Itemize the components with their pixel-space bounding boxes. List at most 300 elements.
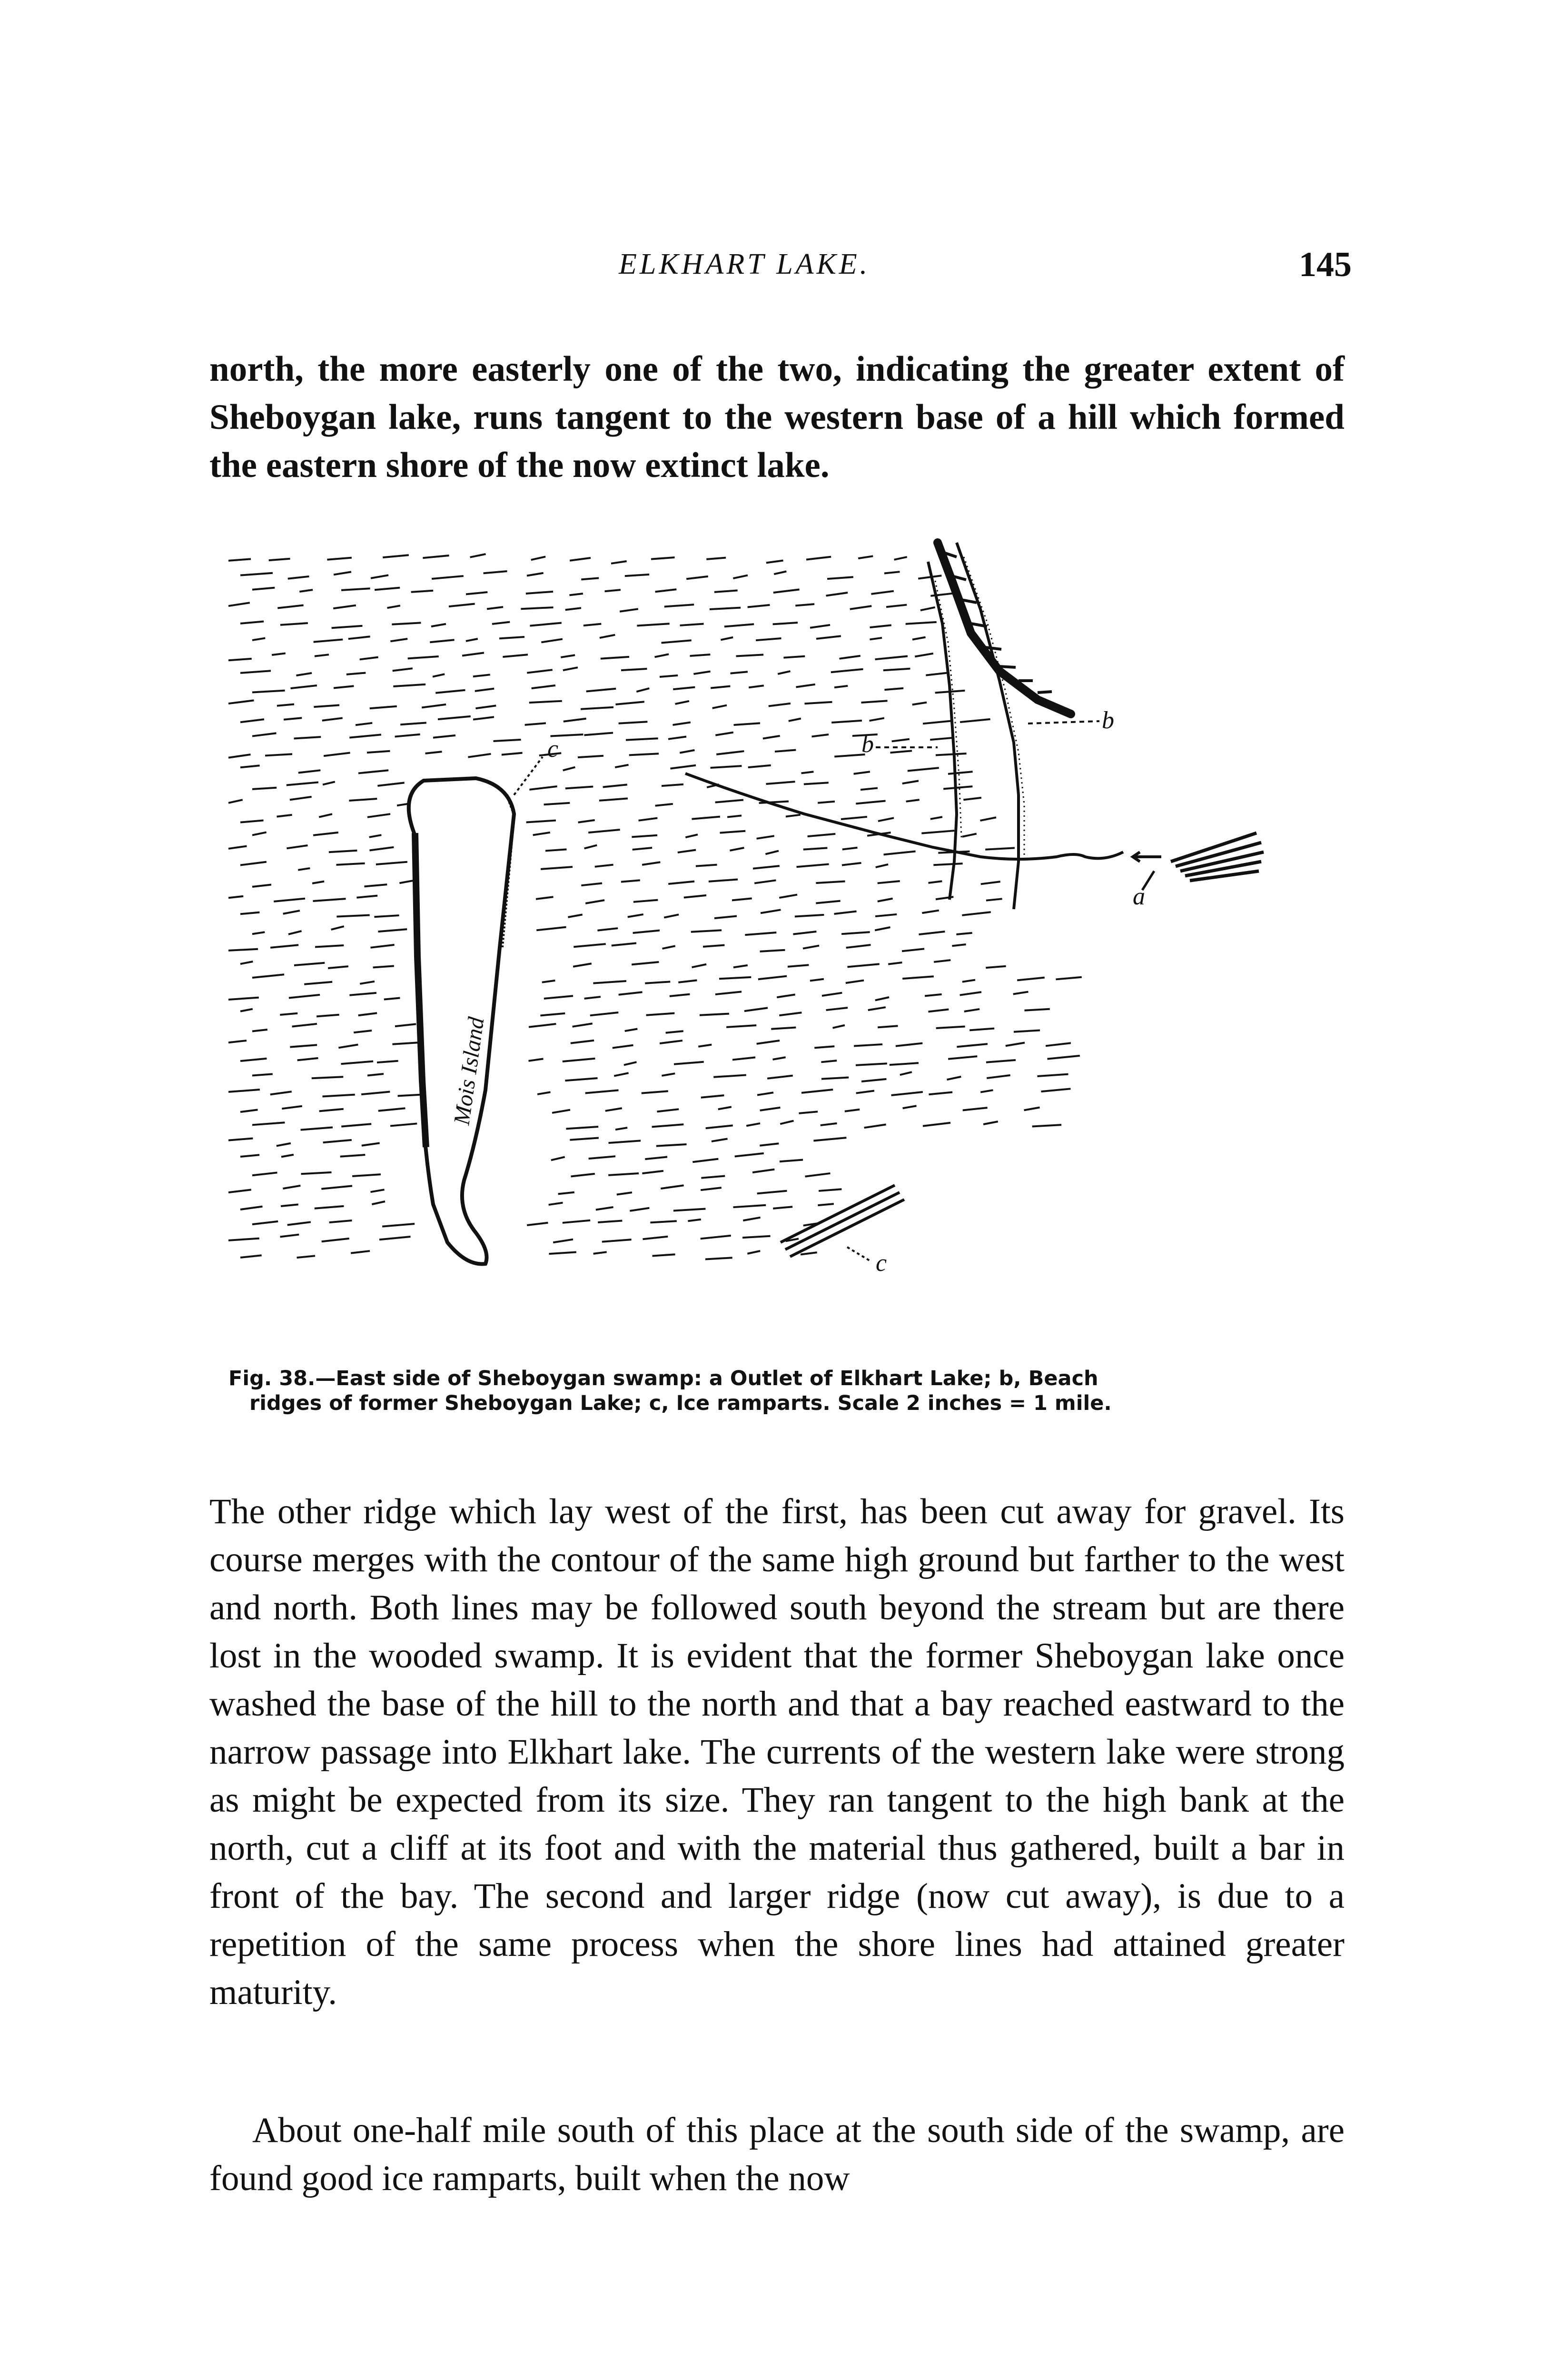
swamp-mark xyxy=(349,993,376,995)
swamp-mark xyxy=(831,669,863,673)
swamp-mark xyxy=(668,736,686,739)
label-c-pointer xyxy=(847,1247,871,1261)
swamp-mark xyxy=(252,884,271,887)
swamp-mark xyxy=(821,1123,837,1125)
swamp-mark xyxy=(983,1121,998,1124)
swamp-mark xyxy=(291,685,317,688)
swamp-mark xyxy=(952,944,966,946)
island-label: Mois Island xyxy=(449,1015,489,1127)
swamp-mark xyxy=(423,555,449,558)
swamp-mark xyxy=(492,622,510,624)
swamp-mark xyxy=(696,865,717,866)
swamp-mark xyxy=(767,1076,793,1079)
swamp-mark xyxy=(240,1155,259,1157)
swamp-mark xyxy=(280,623,308,625)
swamp-mark xyxy=(288,576,309,579)
swamp-mark xyxy=(499,637,524,638)
swamp-mark xyxy=(826,1008,848,1010)
swamp-mark xyxy=(963,1108,988,1110)
swamp-mark xyxy=(826,593,848,596)
swamp-mark xyxy=(850,606,872,609)
swamp-mark xyxy=(558,1192,574,1194)
swamp-mark xyxy=(962,834,977,837)
swamp-mark xyxy=(875,927,890,930)
swamp-mark xyxy=(845,1110,860,1111)
swamp-mark xyxy=(811,734,829,736)
swamp-mark xyxy=(537,1092,550,1094)
swamp-mark xyxy=(701,1176,725,1178)
swamp-mark xyxy=(625,575,649,576)
caption-line-1: Fig. 38.—East side of Sheboygan swamp: a Outlet of Elkhart Lake; b, Beach xyxy=(228,1367,1098,1390)
swamp-mark xyxy=(588,830,620,833)
swamp-mark xyxy=(906,800,920,802)
swamp-mark xyxy=(664,914,679,917)
swamp-mark xyxy=(240,862,267,865)
swamp-mark xyxy=(274,899,305,902)
swamp-mark xyxy=(827,577,853,579)
swamp-mark xyxy=(670,765,696,769)
swamp-mark xyxy=(615,702,644,704)
swamp-mark xyxy=(473,674,490,676)
swamp-mark xyxy=(240,1110,258,1112)
swamp-mark xyxy=(936,754,967,755)
swamp-mark xyxy=(816,636,841,639)
swamp-mark xyxy=(578,820,595,823)
swamp-mark xyxy=(662,640,692,643)
swamp-mark xyxy=(878,818,894,821)
swamp-mark xyxy=(808,834,836,836)
swamp-mark xyxy=(633,848,653,850)
swamp-mark xyxy=(228,1190,251,1192)
island-outline xyxy=(409,778,514,1264)
swamp-mark xyxy=(367,814,390,817)
swamp-mark xyxy=(706,1125,733,1128)
swamp-mark xyxy=(615,1128,627,1130)
ice-rampart xyxy=(781,1185,904,1257)
swamp-mark xyxy=(573,1023,593,1027)
swamp-mark xyxy=(831,721,862,723)
swamp-mark xyxy=(561,655,575,657)
swamp-mark xyxy=(878,881,900,883)
swamp-mark xyxy=(362,1143,380,1145)
swamp-mark xyxy=(252,932,265,934)
swamp-mark xyxy=(378,1108,406,1111)
swamp-mark xyxy=(651,557,675,559)
swamp-mark xyxy=(786,815,801,817)
swamp-mark xyxy=(761,910,781,913)
swamp-mark xyxy=(779,1012,801,1015)
swamp-mark xyxy=(878,1026,898,1027)
swamp-mark xyxy=(624,1062,637,1065)
swamp-mark xyxy=(599,798,628,801)
swamp-mark xyxy=(597,928,618,931)
swamp-mark xyxy=(356,896,377,898)
swamp-mark xyxy=(329,1220,352,1222)
swamp-mark xyxy=(466,592,487,594)
swamp-mark xyxy=(533,833,550,835)
swamp-mark xyxy=(252,733,276,736)
swamp-mark xyxy=(270,945,298,948)
swamp-mark xyxy=(323,782,335,784)
swamp-mark xyxy=(281,1155,294,1157)
swamp-mark xyxy=(529,701,562,703)
swamp-mark xyxy=(801,1252,817,1254)
swamp-mark xyxy=(584,733,613,735)
swamp-mark xyxy=(801,772,814,773)
swamp-mark xyxy=(336,863,365,865)
swamp-mark xyxy=(744,1008,768,1011)
swamp-mark xyxy=(313,833,338,835)
swamp-mark xyxy=(527,670,553,673)
swamp-mark xyxy=(613,1045,633,1048)
swamp-mark xyxy=(327,558,352,560)
swamp-mark xyxy=(986,1060,1016,1062)
swamp-mark xyxy=(783,656,805,658)
swamp-mark xyxy=(348,636,370,639)
swamp-mark xyxy=(680,750,694,753)
swamp-mark xyxy=(341,1124,371,1126)
swamp-mark xyxy=(969,1029,994,1031)
swamp-mark xyxy=(584,997,601,999)
swamp-mark xyxy=(322,1095,355,1097)
swamp-mark xyxy=(240,1059,267,1061)
swamp-mark xyxy=(773,1207,792,1209)
swamp-mark xyxy=(585,1090,619,1093)
swamp-mark xyxy=(892,739,910,742)
swamp-mark xyxy=(884,572,900,573)
swamp-mark xyxy=(283,911,300,914)
swamp-mark xyxy=(962,912,990,915)
swamp-mark xyxy=(287,1222,311,1225)
swamp-mark xyxy=(803,848,828,849)
swamp-mark xyxy=(438,716,471,719)
swamp-mark xyxy=(719,977,751,979)
swamp-mark xyxy=(642,1091,668,1093)
swamp-mark xyxy=(678,980,697,982)
swamp-mark xyxy=(715,733,733,735)
swamp-mark xyxy=(714,590,738,592)
swamp-mark xyxy=(322,1239,349,1241)
swamp-mark xyxy=(466,639,478,641)
paragraph-last: About one-half mile south of this place at the south side of the swamp, are found good ice ramparts, built when the now xyxy=(209,2111,1345,2198)
swamp-mark xyxy=(549,1203,563,1205)
swamp-mark xyxy=(749,685,764,687)
swamp-mark xyxy=(314,705,339,707)
swamp-mark xyxy=(435,690,465,693)
label-b-pointer-2 xyxy=(1028,721,1099,724)
swamp-mark xyxy=(778,671,790,674)
swamp-mark xyxy=(615,765,628,767)
swamp-mark xyxy=(430,640,454,642)
figure-map xyxy=(209,528,1352,1338)
swamp-mark xyxy=(298,770,321,773)
swamp-mark xyxy=(821,1077,849,1079)
swamp-mark xyxy=(840,656,861,659)
outlet-stream xyxy=(685,774,1123,859)
swamp-mark xyxy=(540,1013,565,1016)
elkhart-lake-shore xyxy=(1171,833,1264,881)
swamp-mark xyxy=(228,1239,259,1240)
swamp-mark xyxy=(315,654,329,656)
swamp-mark xyxy=(240,912,259,914)
swamp-mark xyxy=(920,607,935,610)
swamp-mark xyxy=(734,723,760,725)
swamp-mark xyxy=(900,1072,912,1075)
swamp-mark xyxy=(332,626,363,628)
swamp-mark xyxy=(633,900,658,902)
swamp-mark xyxy=(563,667,578,670)
swamp-mark xyxy=(700,1014,729,1015)
swamp-mark xyxy=(462,653,484,655)
swamp-mark xyxy=(605,590,621,591)
swamp-mark xyxy=(351,1251,370,1253)
swamp-mark xyxy=(805,1173,831,1177)
swamp-mark xyxy=(685,834,698,837)
swamp-mark xyxy=(573,963,592,966)
label-b2: b xyxy=(1102,707,1114,734)
swamp-mark xyxy=(662,784,683,786)
swamp-mark xyxy=(660,675,678,677)
swamp-mark xyxy=(228,1041,247,1042)
swamp-mark xyxy=(822,993,842,996)
swamp-mark xyxy=(570,558,591,561)
swamp-mark xyxy=(732,898,752,900)
swamp-mark xyxy=(856,1063,887,1065)
swamp-mark xyxy=(252,1221,278,1224)
swamp-mark xyxy=(769,704,791,706)
swamp-mark xyxy=(870,718,884,721)
swamp-mark xyxy=(387,605,400,608)
swamp-mark xyxy=(670,994,690,996)
swamp-mark xyxy=(593,1252,607,1254)
swamp-mark xyxy=(757,1191,787,1194)
swamp-mark xyxy=(228,700,254,704)
swamp-mark xyxy=(527,1223,548,1225)
swamp-mark xyxy=(287,782,318,785)
swamp-mark xyxy=(375,588,400,590)
swamp-mark xyxy=(888,962,902,964)
swamp-mark xyxy=(1056,977,1081,980)
swamp-mark xyxy=(589,1156,615,1159)
swamp-mark xyxy=(684,895,706,898)
swamp-mark xyxy=(371,575,388,578)
swamp-mark xyxy=(716,751,744,754)
figure-caption xyxy=(228,1366,1352,1416)
swamp-mark xyxy=(314,639,343,642)
swamp-mark xyxy=(376,862,407,864)
swamp-mark xyxy=(240,671,271,673)
swamp-mark xyxy=(433,735,455,738)
swamp-mark xyxy=(692,1159,718,1162)
swamp-mark xyxy=(896,1043,923,1046)
swamp-mark xyxy=(637,624,669,625)
beach-ridge-inner-hatch xyxy=(935,581,961,838)
swamp-mark xyxy=(536,927,566,931)
swamp-mark xyxy=(714,916,737,918)
swamp-mark xyxy=(747,1251,760,1254)
swamp-mark xyxy=(660,1041,682,1043)
swamp-mark xyxy=(960,719,990,722)
swamp-mark xyxy=(712,1139,728,1141)
swamp-mark xyxy=(595,865,613,867)
swamp-mark xyxy=(804,702,832,704)
swamp-mark xyxy=(240,1255,262,1258)
swamp-mark xyxy=(642,862,660,865)
swamp-mark xyxy=(349,734,381,737)
swamp-mark xyxy=(586,689,616,692)
swamp-mark xyxy=(571,1174,594,1177)
swamp-mark xyxy=(629,754,659,755)
swamp-mark xyxy=(564,719,586,722)
swamp-mark xyxy=(821,1061,837,1062)
swamp-mark xyxy=(367,1074,384,1075)
swamp-mark xyxy=(360,982,375,984)
swamp-mark xyxy=(612,943,636,945)
swamp-mark xyxy=(854,772,870,774)
swamp-mark xyxy=(596,1207,613,1210)
swamp-mark xyxy=(1038,1074,1068,1076)
swamp-mark xyxy=(846,981,864,983)
paragraph-intro: north, the more easterly one of the two, indicating the greater extent of Sheboygan lake, runs tangent to the western base of a hill which formed the eastern shore of the now extinct lake. xyxy=(209,349,1345,485)
swamp-mark xyxy=(757,1041,780,1044)
swamp-mark xyxy=(726,1025,756,1027)
swamp-mark xyxy=(617,1192,632,1194)
swamp-mark xyxy=(698,1045,712,1047)
swamp-mark xyxy=(721,637,733,640)
running-header xyxy=(209,245,1352,290)
swamp-mark xyxy=(565,1078,597,1081)
swamp-mark xyxy=(710,608,741,609)
swamp-mark xyxy=(664,605,694,606)
swamp-mark xyxy=(549,1252,576,1254)
swamp-mark xyxy=(272,653,286,655)
swamp-mark xyxy=(240,1009,253,1012)
swamp-mark xyxy=(542,981,555,982)
swamp-mark xyxy=(986,899,1002,900)
swamp-mark xyxy=(678,850,696,853)
swamp-mark xyxy=(352,1174,381,1176)
swamp-mark xyxy=(598,1220,622,1222)
swamp-mark xyxy=(252,638,265,640)
caption-line-2: ridges of former Sheboygan Lake; c, Ice ramparts. Scale 2 inches = 1 mile. xyxy=(249,1391,1112,1415)
swamp-mark xyxy=(883,669,910,671)
swamp-mark xyxy=(662,1073,675,1076)
swamp-mark xyxy=(633,931,660,933)
swamp-mark xyxy=(521,607,553,609)
swamp-mark xyxy=(336,915,369,916)
swamp-mark xyxy=(1017,978,1045,981)
swamp-mark xyxy=(934,960,950,962)
swamp-mark xyxy=(290,797,312,800)
swamp-mark xyxy=(875,997,889,1000)
swamp-mark xyxy=(529,786,557,790)
swamp-mark xyxy=(922,911,939,913)
swamp-mark xyxy=(334,686,354,688)
swamp-mark xyxy=(690,654,710,656)
swamp-mark xyxy=(754,880,776,883)
swamp-mark xyxy=(655,804,673,806)
swamp-mark xyxy=(269,559,290,560)
swamp-mark xyxy=(878,899,893,902)
swamp-mark xyxy=(502,753,523,755)
swamp-mark xyxy=(528,1059,543,1061)
swamp-mark xyxy=(773,623,798,624)
swamp-mark xyxy=(601,657,629,659)
swamp-mark xyxy=(369,835,382,837)
swamp-mark xyxy=(745,932,776,935)
swamp-mark xyxy=(933,863,962,865)
swamp-mark xyxy=(319,1109,344,1111)
swamp-mark xyxy=(847,964,879,967)
swamp-mark xyxy=(948,1056,977,1059)
swamp-mark xyxy=(626,738,658,740)
swamp-mark xyxy=(408,656,439,658)
swamp-mark xyxy=(283,1186,300,1189)
swamp-mark xyxy=(736,654,764,656)
swamp-mark xyxy=(801,1090,833,1093)
swamp-mark xyxy=(240,765,260,767)
swamp-mark xyxy=(692,964,707,967)
swamp-mark xyxy=(720,831,745,833)
swamp-mark xyxy=(378,929,407,932)
swamp-mark xyxy=(228,800,243,803)
swamp-mark xyxy=(742,1236,771,1238)
swamp-mark xyxy=(297,1256,316,1258)
swamp-mark xyxy=(816,881,845,883)
swamp-mark xyxy=(390,639,407,641)
swamp-mark xyxy=(296,673,312,675)
swamp-mark xyxy=(666,1031,683,1033)
swamp-mark xyxy=(875,656,908,659)
swamp-mark xyxy=(525,723,546,725)
swamp-mark xyxy=(884,688,903,690)
swamp-mark xyxy=(265,754,292,755)
swamp-mark xyxy=(240,622,264,624)
swamp-mark xyxy=(299,590,313,592)
swamp-mark xyxy=(841,817,867,819)
swamp-mark xyxy=(765,851,779,854)
swamp-mark xyxy=(864,1124,886,1128)
swamp-mark xyxy=(280,1235,299,1237)
swamp-mark xyxy=(284,718,302,719)
swamp-mark xyxy=(625,1029,638,1031)
swamp-mark xyxy=(985,848,1015,849)
swamp-mark xyxy=(796,684,815,687)
swamp-mark xyxy=(289,995,320,998)
swamp-mark xyxy=(1041,1089,1070,1091)
swamp-mark xyxy=(775,750,796,752)
swamp-mark xyxy=(748,765,771,767)
swamp-mark xyxy=(760,1143,779,1146)
swamp-mark xyxy=(581,707,613,709)
swamp-mark xyxy=(228,1138,253,1140)
swamp-mark xyxy=(313,899,346,901)
swamp-mark xyxy=(963,798,981,800)
swamp-mark xyxy=(758,976,787,980)
swamp-mark xyxy=(789,718,801,721)
swamp-mark xyxy=(858,556,873,558)
swamp-map-illustration xyxy=(209,528,1352,1338)
swamp-mark xyxy=(986,966,1006,968)
swamp-mark xyxy=(903,1106,917,1108)
swamp-mark xyxy=(287,845,307,848)
swamp-mark xyxy=(706,558,726,559)
swamp-mark xyxy=(886,605,907,607)
swamp-mark xyxy=(912,703,927,705)
swamp-mark xyxy=(834,911,857,914)
swamp-mark xyxy=(645,982,670,983)
swamp-mark xyxy=(473,717,494,719)
